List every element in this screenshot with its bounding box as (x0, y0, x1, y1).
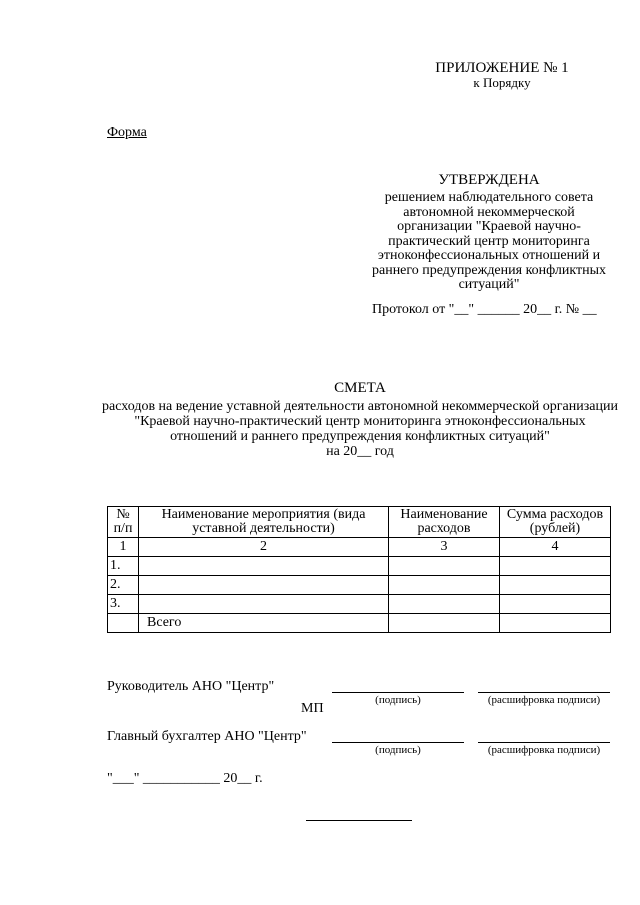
column-number-row (108, 538, 611, 557)
column-number: 2 (139, 538, 389, 557)
approval-title: УТВЕРЖДЕНА (438, 172, 540, 188)
estimate-body: расходов на ведение уставной деятельности автономной некоммерческой организации "Краевой научно-практический центр мониторинга этноконфессиональных отношений и раннего предупреждения конфликтных ситуаций" (102, 399, 618, 444)
table-cell[interactable] (389, 614, 500, 633)
column-number: 1 (108, 538, 139, 557)
table-cell[interactable] (389, 595, 500, 614)
date-line[interactable]: "___" ___________ 20__ г. (107, 771, 263, 786)
approval-block (368, 172, 610, 293)
table-header-row (108, 507, 611, 538)
table-cell[interactable] (500, 595, 611, 614)
estimate-year: на 20__ год (326, 444, 394, 459)
table-cell[interactable] (139, 576, 389, 595)
column-number: 4 (500, 538, 611, 557)
table-cell (108, 614, 139, 633)
total-label: Всего (139, 614, 389, 633)
accountant-decoding-line[interactable] (478, 742, 610, 743)
expenses-table (107, 506, 611, 633)
table-cell[interactable] (139, 557, 389, 576)
row-number: 2. (108, 576, 139, 595)
estimate-title: СМЕТА (334, 380, 386, 396)
table-cell[interactable] (139, 595, 389, 614)
row-number: 1. (108, 557, 139, 576)
header-expense-name: Наименование расходов (389, 507, 500, 538)
stamp-label: МП (301, 701, 324, 716)
header-activity: Наименование мероприятия (вида уставной деятельности) (139, 507, 389, 538)
table-cell[interactable] (389, 576, 500, 595)
head-role: Руководитель АНО "Центр" (107, 679, 275, 694)
header-expense-sum: Сумма расходов (рублей) (500, 507, 611, 538)
row-number: 3. (108, 595, 139, 614)
head-signature-caption: (подпись) (375, 694, 421, 706)
appendix-header (420, 60, 584, 90)
table-row (108, 576, 611, 595)
estimate-heading (100, 380, 620, 459)
accountant-role: Главный бухгалтер АНО "Центр" (107, 729, 307, 744)
appendix-title: ПРИЛОЖЕНИЕ № 1 (435, 60, 569, 76)
form-label: Форма (107, 125, 147, 140)
accountant-signature-caption: (подпись) (375, 744, 421, 756)
approval-body: решением наблюдательного совета автономной некоммерческой организации "Краевой научно-практический центр мониторинга этноконфессиональных отношений и раннего предупреждения конфликтных ситуаций" (371, 190, 606, 292)
appendix-subtitle: к Порядку (473, 75, 531, 90)
bottom-separator-line (306, 820, 412, 821)
table-row (108, 595, 611, 614)
head-signature-line[interactable] (332, 692, 464, 693)
header-number: № п/п (108, 507, 139, 538)
table-total-row (108, 614, 611, 633)
table-cell[interactable] (500, 576, 611, 595)
protocol-line: Протокол от "__" ______ 20__ г. № __ (372, 302, 597, 317)
head-decoding-caption: (расшифровка подписи) (487, 694, 601, 706)
table-cell[interactable] (500, 614, 611, 633)
table-cell[interactable] (389, 557, 500, 576)
accountant-decoding-caption: (расшифровка подписи) (487, 744, 601, 756)
column-number: 3 (389, 538, 500, 557)
accountant-signature-line[interactable] (332, 742, 464, 743)
head-decoding-line[interactable] (478, 692, 610, 693)
table-row (108, 557, 611, 576)
table-cell[interactable] (500, 557, 611, 576)
